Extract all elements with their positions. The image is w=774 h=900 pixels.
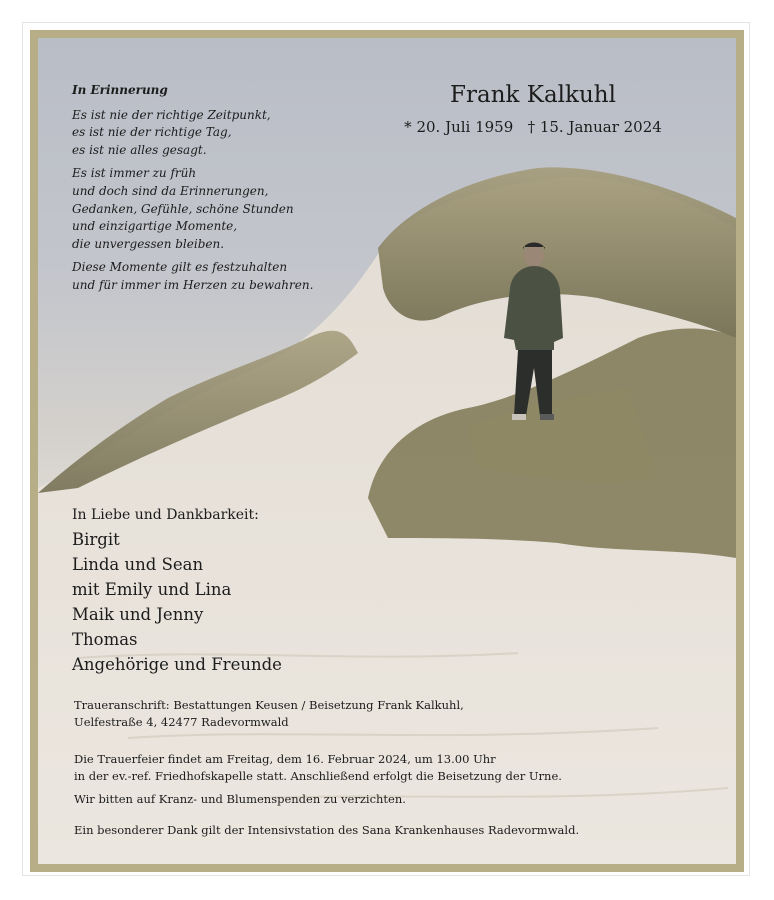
life-dates: * 20. Juli 1959 † 15. Januar 2024	[404, 118, 662, 136]
mourner-name: Angehörige und Freunde	[72, 655, 282, 674]
deceased-name: Frank Kalkuhl	[450, 82, 616, 108]
poem-line: und für immer im Herzen zu bewahren.	[72, 277, 314, 292]
mourner-name: Thomas	[72, 630, 138, 649]
flowers-note: Wir bitten auf Kranz- und Blumenspenden zu verzichten.	[74, 792, 406, 806]
mourner-name: Linda und Sean	[72, 555, 204, 574]
poem-line: Es ist nie der richtige Zeitpunkt,	[72, 107, 271, 122]
mourner-name: Maik und Jenny	[72, 605, 204, 624]
poem-line: die unvergessen bleiben.	[72, 236, 225, 251]
ceremony-info	[74, 751, 562, 785]
ceremony-line: Die Trauerfeier findet am Freitag, dem 16. Februar 2024, um 13.00 Uhr	[74, 752, 496, 766]
mourner-name: Birgit	[72, 530, 120, 549]
poem-heading: In Erinnerung	[72, 83, 168, 97]
ceremony-line: in der ev.-ref. Friedhofskapelle statt. Anschließend erfolgt die Beisetzung der Urne.	[74, 769, 562, 783]
mourning-address	[74, 697, 464, 731]
poem-line: es ist nie der richtige Tag,	[72, 125, 232, 140]
address-line: Traueranschrift: Bestattungen Keusen / Beisetzung Frank Kalkuhl,	[74, 698, 464, 712]
memorial-poem	[72, 82, 313, 302]
thanks-note: Ein besonderer Dank gilt der Intensivstation des Sana Krankenhauses Radevormwald.	[74, 823, 580, 837]
poem-line: Diese Momente gilt es festzuhalten	[72, 260, 288, 275]
gratitude-label: In Liebe und Dankbarkeit:	[72, 507, 259, 523]
poem-line: Es ist immer zu früh	[72, 166, 197, 181]
mourners-list	[72, 527, 282, 677]
poem-line: und einzigartige Momente,	[72, 219, 238, 234]
mourner-name: mit Emily und Lina	[72, 580, 232, 599]
address-line: Uelfestraße 4, 42477 Radevormwald	[74, 715, 289, 729]
poem-line: und doch sind da Erinnerungen,	[72, 183, 269, 198]
poem-line: es ist nie alles gesagt.	[72, 142, 207, 157]
poem-line: Gedanken, Gefühle, schöne Stunden	[72, 201, 294, 216]
